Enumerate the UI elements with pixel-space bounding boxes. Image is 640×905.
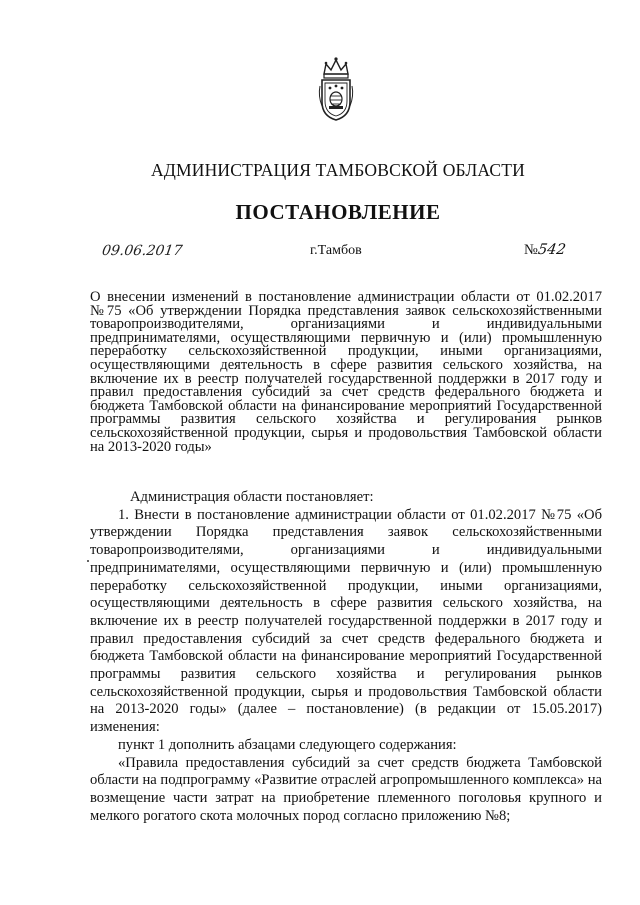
point-intro-paragraph: пункт 1 дополнить абзацами следующего содержания: [118,736,457,753]
document-number-value: 542 [536,242,567,258]
document-type-title: ПОСТАНОВЛЕНИЕ [235,200,441,224]
item-1-paragraph: 1. Внести в постановление администрации области от 01.02.2017 №75 «Об утверждении Порядка представления заявок сельскохозяйственными товаропроизводителями, организациями и индивидуальными предпринимателями, осуществляющими первичную и (или) промышленную переработку сельскохозяйственной продукции, иными организациями, осуществляющими деятельность в сфере развития сельского хозяйства, на включение их в реестр получателей государственной поддержки в 2017 году и правил предоставления субсидий за счет средств федерального бюджета и бюджета Тамбовской области на финансирование мероприятий Государственной программы развития сельского хозяйства и регулирования рынков сельскохозяйственной продукции, сырья и продовольствия Тамбовской области на 2013-2020 годы» (далее – постановление) (в редакции от 15.05.2017) изменения: [90,506,602,736]
tambov-coat-of-arms-icon [316,56,356,122]
scan-artifact [87,560,89,562]
document-body [90,489,602,825]
decree-line: Администрация области постановляет: [130,489,374,505]
document-subject: О внесении изменений в постановление администрации области от 01.02.2017 №75 «Об утверждении Порядка представления заявок сельскохозяйственными товаропроизводителями, организациями и индивидуальными предпринимателями, осуществляющими первичную и (или) промышленную переработку сельскохозяйственной продукции, иными организациями, осуществляющими деятельность в сфере развития сельского хозяйства, на включение их в реестр получателей государственной поддержки в 2017 году и правил предоставления субсидий за счет средств федерального бюджета и бюджета Тамбовской области на финансирование мероприятий Государственной программы развития сельского хозяйства и регулирования рынков сельскохозяйственной продукции, сырья и продовольствия Тамбовской области на 2013-2020 годы» [90,289,602,455]
quote-paragraph: «Правила предоставления субсидий за счет средств бюджета Тамбовской области на подпрограмму «Развитие отраслей агропромышленного комплекса» на возмещение части затрат на приобретение племенного поголовья крупного и мелкого рогатого скота молочных пород согласно приложению №8; [90,754,602,824]
document-number [524,242,566,259]
document-date: 09.06.2017 [100,243,184,259]
document-city: г.Тамбов [310,243,362,258]
organization-title: АДМИНИСТРАЦИЯ ТАМБОВСКОЙ ОБЛАСТИ [151,160,525,180]
document-number-prefix: № [524,242,538,258]
